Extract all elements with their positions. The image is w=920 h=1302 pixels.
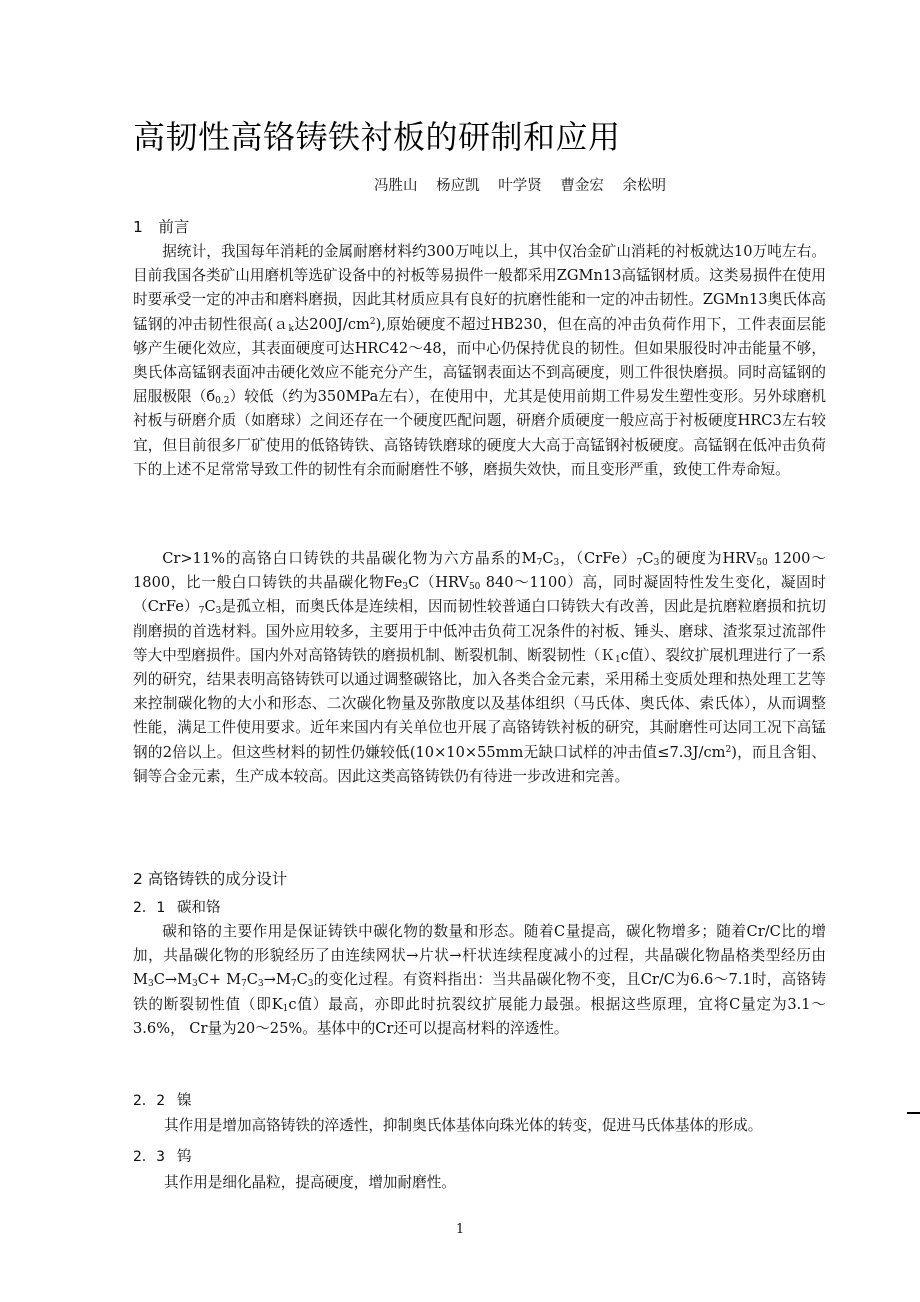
author-list [0,174,920,195]
section-heading-composition: 2 高铬铸铁的成分设计 [133,870,288,888]
author-name: 曹金宏 [560,178,604,194]
intro-paragraph-2: Cr>11%的高铬白口铸铁的共晶碳化物为六方晶系的$M_7C_3$，$(CrFe)_7C_3$的硬度为$HRV_{50}$ 1200～1800，比一般白口铸铁的共晶碳化物$Fe_3C(HRV_{50}$ 840～1100）高，同时凝固特性发生变化，凝固时$(CrFe)_7C_3$是孤立相，而奥氏体是连续相，因而韧性较普通白口铸铁大有改善，因此是抗磨粒磨损和抗切削磨损的首选材料。国外应用较多，主要用于中低冲击负荷工况条件的衬板、锤头、磨球、渣浆泵过流部件等大中型磨损件。国内外对高铬铸铁的磨损机制、断裂机制、断裂韧性（Ｋ$_1$c值）、裂纹扩展机理进行了一系列的研究，结果表明高铬铸铁可以通过调整碳铬比，加入各类合金元素，采用稀土变质处理和热处理工艺等来控制碳化物的大小和形态、二次碳化物量及弥散度以及基体组织（马氏体、奥氏体、索氏体），从而调整性能，满足工件使用要求。近年来国内有关单位也开展了高铬铸铁衬板的研究，其耐磨性可达同工况下高锰钢的2倍以上。但这些材料的韧性仍嫌较低(10×10×55mm无缺口试样的冲击值$\le 7.3J/cm^2$)，而且含钼、铜等合金元素，生产成本较高。因此这类高铬铸铁仍有待进一步改进和完善。 [133,550,827,785]
nickel-paragraph: 其作用是增加高铬铸铁的淬透性，抑制奥氏体基体向珠光体的转变，促进马氏体基体的形成。 [164,1117,763,1134]
author-name: 余松明 [622,178,666,194]
author-name: 杨应凯 [436,178,480,194]
intro-paragraph-1: 据统计，我国每年消耗的金属耐磨材料约300万吨以上，其中仅冶金矿山消耗的衬板就达10万吨左右。目前我国各类矿山用磨机等选矿设备中的衬板等易损件一般都采用ZGMn13高锰钢材质。这类易损件在使用时要承受一定的冲击和磨料磨损，因此其材质应具有良好的抗磨性能和一定的冲击韧性。ZGMn13奥氏体高锰钢的冲击韧性很高(ａ$_k$达$200J/cm^2$),原始硬度不超过HB230，但在高的冲击负荷作用下，工件表面层能够产生硬化效应，其表面硬度可达HRC42～48，而中心仍保持优良的韧性。但如果服役时冲击能量不够，奥氏体高锰钢表面冲击硬化效应不能充分产生，高锰钢表面达不到高硬度，则工件很快磨损。同时高锰钢的屈服极限$(б_{0.2})$较低（约为350MPa左右），在使用中，尤其是使用前期工件易发生塑性变形。另外球磨机衬板与研磨介质（如磨球）之间还存在一个硬度匹配问题，研磨介质硬度一般应高于衬板硬度HRC3左右较宜，但目前很多厂矿使用的低铬铸铁、高铬铸铁磨球的硬度大大高于高锰钢衬板硬度。高锰钢在低冲击负荷下的上述不足常常导致工件的韧性有余而耐磨性不够，磨损失效快，而且变形严重，致使工件寿命短。 [133,243,826,478]
subsection-heading-nickel: 2．2 镍 [133,1093,192,1109]
tungsten-paragraph: 其作用是细化晶粒，提高硬度，增加耐磨性。 [164,1174,456,1191]
author-name: 冯胜山 [374,178,418,194]
author-name: 叶学贤 [498,178,542,194]
page-edge-mark [907,1112,920,1114]
section-heading-introduction: 1 前言 [133,218,190,236]
subsection-heading-tungsten: 2．3 钨 [133,1149,192,1165]
carbon-chromium-paragraph: 碳和铬的主要作用是保证铸铁中碳化物的数量和形态。随着C量提高，碳化物增多；随着Cr/C比的增加，共晶碳化物的形貌经历了由连续网状→片状→杆状连续程度减小的过程，共晶碳化物晶格类型经历由$M_3C\to M_3C+ M_7C_3\to M_7C_3$的变化过程。有资料指出：当共晶碳化物不变，且Cr/C为6.6～7.1时，高铬铸铁的断裂韧性值（即$K_1c$值）最高，亦即此时抗裂纹扩展能力最强。根据这些原理，宜将C量定为3.1～3.6%， Cr量为20～25%。基体中的Cr还可以提高材料的淬透性。 [133,923,826,1037]
page-number: 1 [455,1222,465,1237]
subsection-heading-carbon-chromium: 2．1 碳和铬 [133,900,221,916]
paper-title: 高韧性高铬铸铁衬板的研制和应用 [133,118,621,156]
